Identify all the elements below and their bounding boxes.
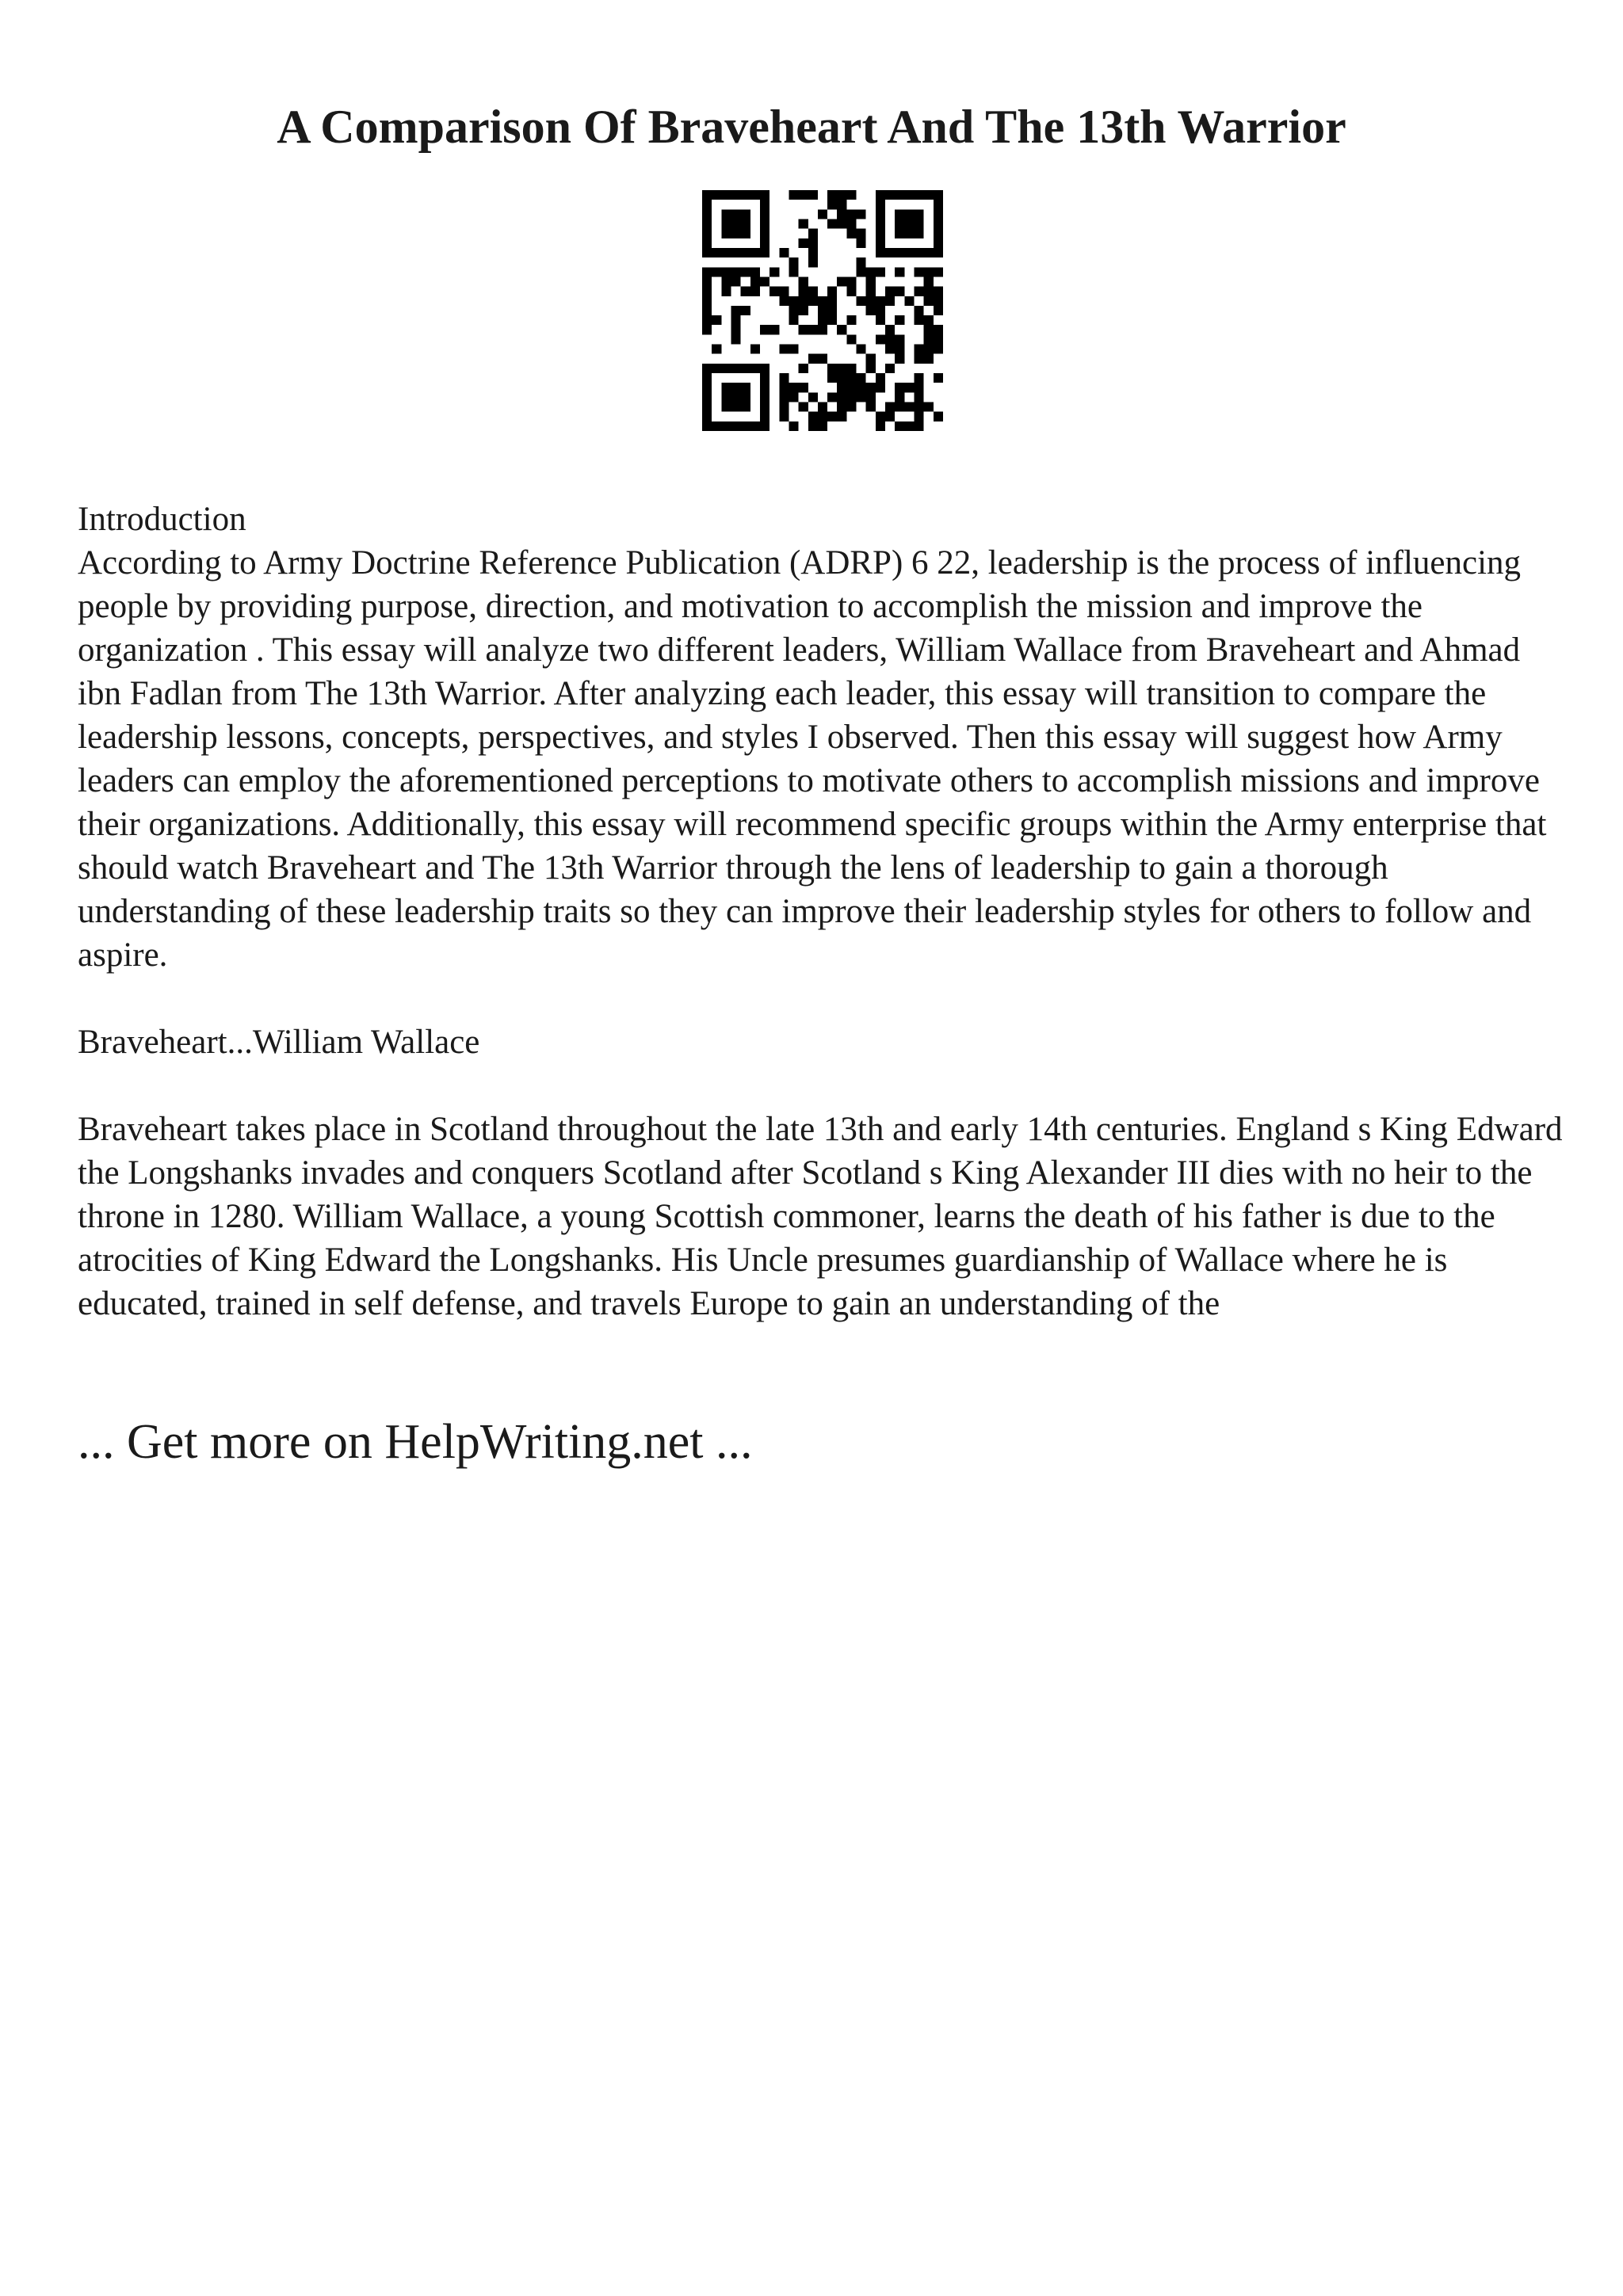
paragraph-spacer <box>78 977 1568 1020</box>
qr-code-icon <box>702 190 943 431</box>
section-paragraph: Braveheart takes place in Scotland throughout the late 13th and early 14th centuries. England s King Edward the Longshanks invades and conquers Scotland after Scotland s King Alexander III dies with no heir to the throne in 1280. William Wallace, a young Scottish commoner, learns the death of his father is due to the atrocities of King Edward the Longshanks. His Uncle presumes guardianship of Wallace where he is educated, trained in self defense, and travels Europe to gain an understanding of the <box>78 1111 1563 1322</box>
paragraph-spacer <box>78 1064 1568 1108</box>
intro-heading: Introduction <box>78 501 246 538</box>
document-title: A Comparison Of Braveheart And The 13th Warrior <box>277 101 1346 153</box>
section-heading: Braveheart...William Wallace <box>78 1024 480 1061</box>
intro-paragraph: According to Army Doctrine Reference Publication (ADRP) 6 22, leadership is the process of influencing people by providing purpose, direction, and motivation to accomplish the mission and improve the organization . This essay will analyze two different leaders, William Wallace from Braveheart and Ahmad ibn Fadlan from The 13th Warrior. After analyzing each leader, this essay will transition to compare the leadership lessons, concepts, perspectives, and styles I observed. Then this essay will suggest how Army leaders can employ the aforementioned perceptions to motivate others to accomplish missions and improve their organizations. Additionally, this essay will recommend specific groups within the Army enterprise that should watch Braveheart and The 13th Warrior through the lens of leadership to gain a thorough understanding of these leadership traits so they can improve their leadership styles for others to follow and aspire. <box>78 544 1547 974</box>
document-body <box>78 498 1568 1325</box>
get-more-link[interactable]: ... Get more on HelpWriting.net ... <box>78 1415 753 1469</box>
